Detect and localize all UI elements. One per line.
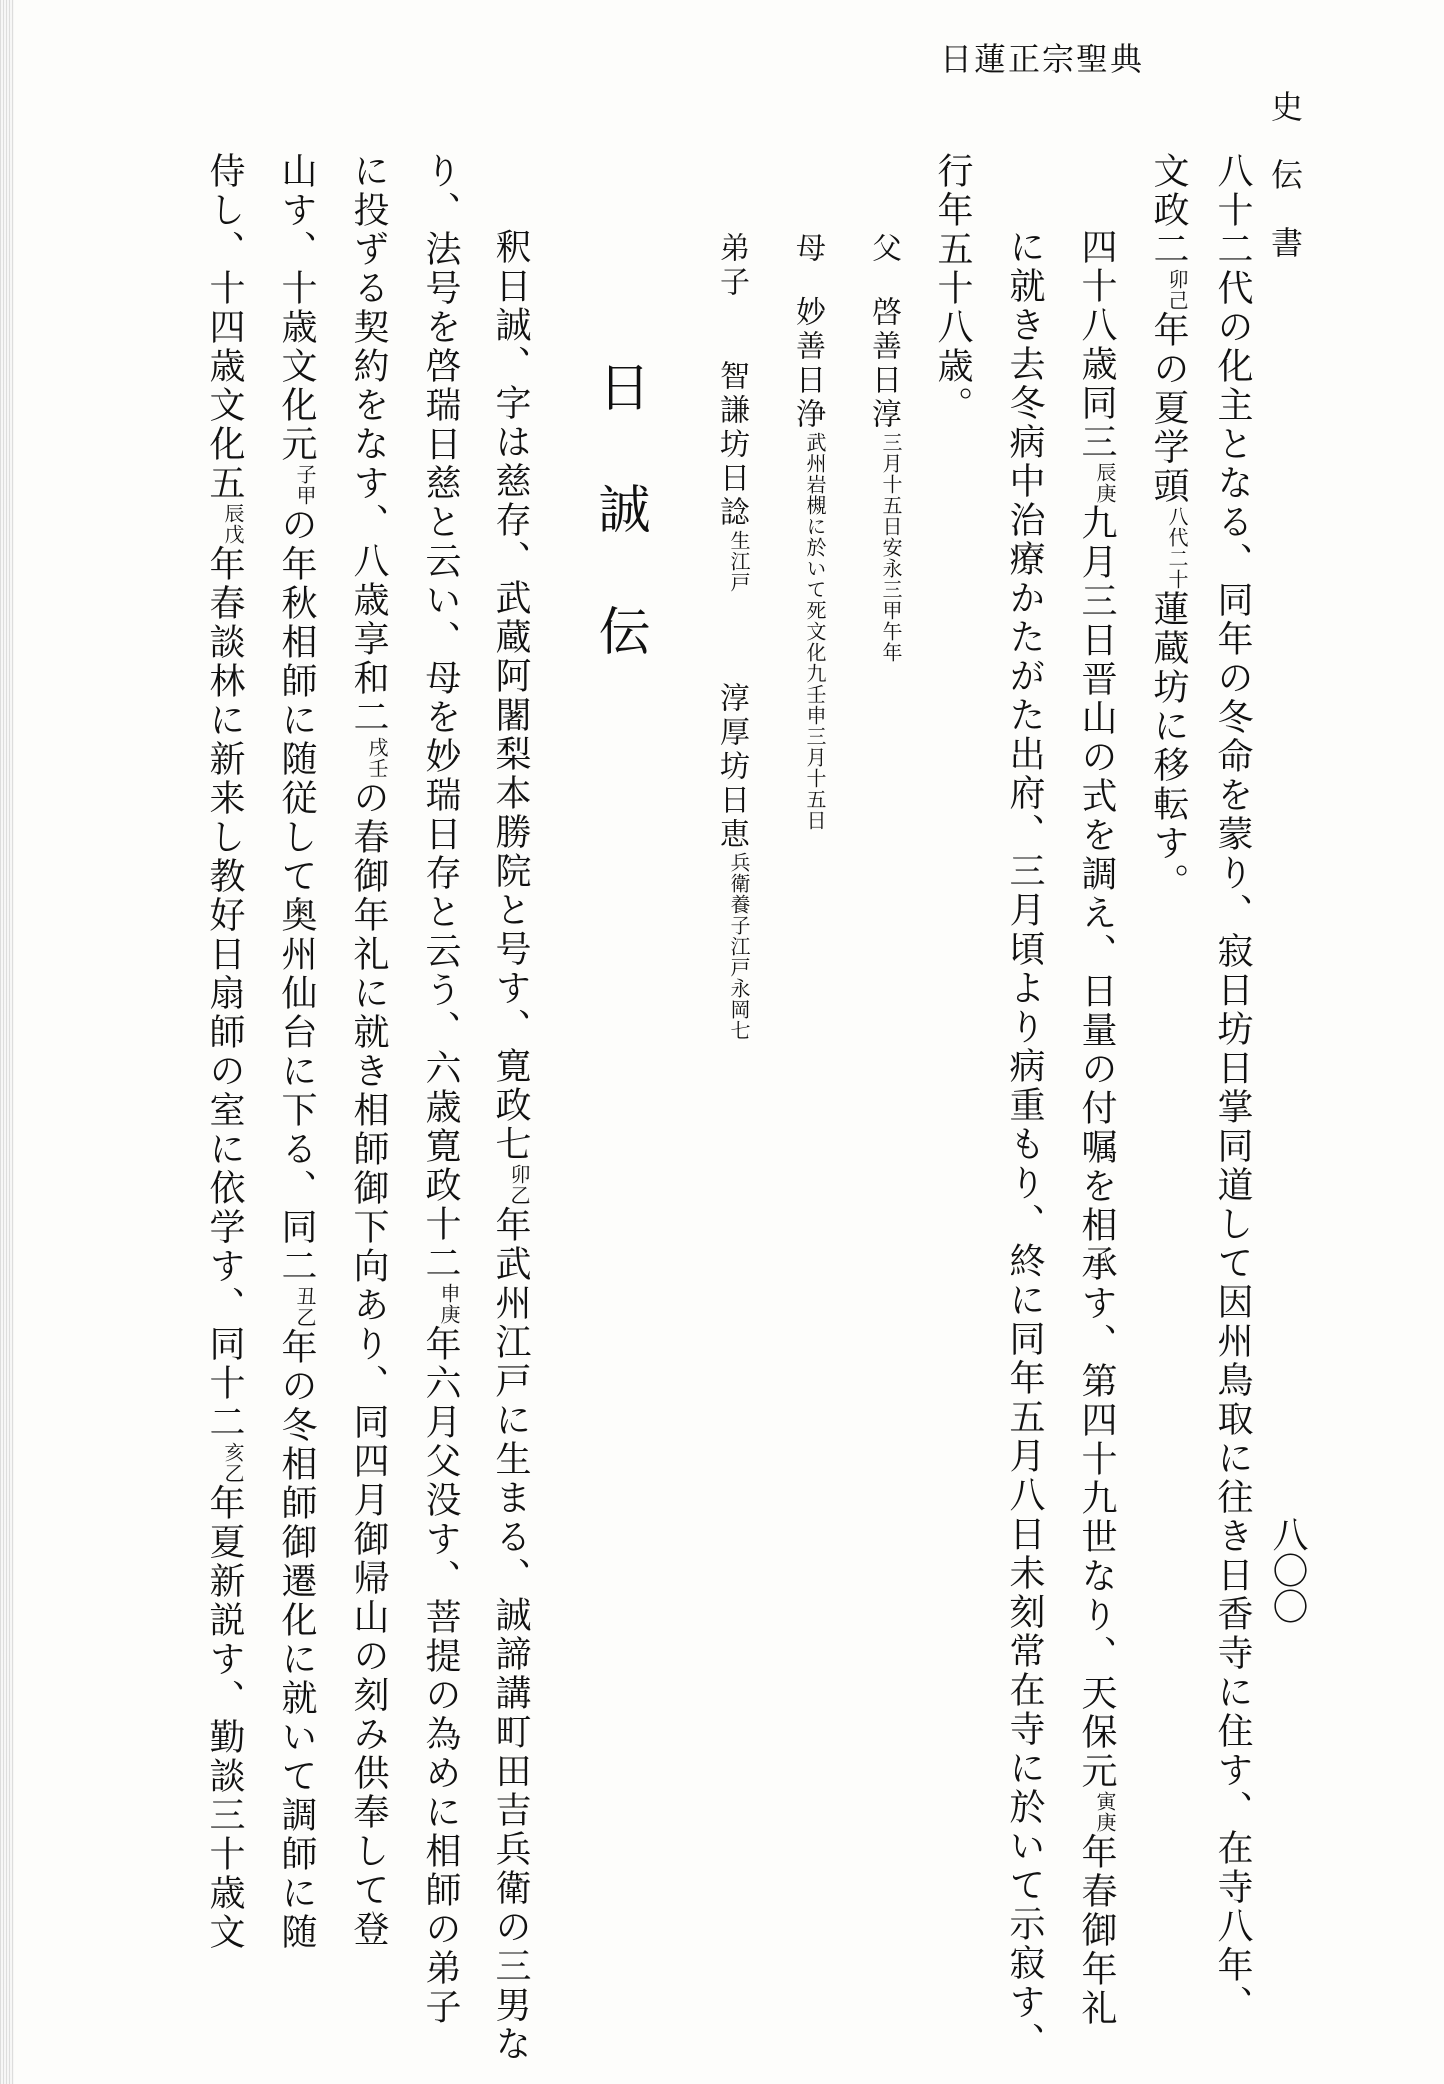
book-title: 日蓮正宗聖典: [940, 40, 1145, 78]
warichu-line: 戌: [365, 737, 389, 758]
text-run: 九月三日晋山の式を調え、日量の付嘱を相承す、第四十九世なり、天保元: [1076, 504, 1117, 1791]
warichu-line: 八代: [1165, 506, 1189, 548]
text-column: [492, 228, 529, 2064]
warichu-line: 子: [293, 464, 317, 485]
disciple-label: 弟子: [714, 232, 749, 300]
warichu-line: 江戸永岡七: [727, 936, 751, 1041]
text-run: の年秋相師に随従して奥州仙台に下る、同二: [276, 506, 317, 1286]
warichu-line: 庚: [437, 1304, 461, 1325]
text-column: [932, 152, 973, 425]
warichu-line: 乙: [507, 1185, 531, 1206]
warichu-line: 生: [727, 530, 751, 551]
text-run: 八十二代の化主となる、同年の冬命を蒙り、寂日坊日掌同道して因州鳥取に往き日香寺に住す、在寺八年、: [1212, 152, 1253, 2024]
warichu-line: 寅: [1093, 1791, 1117, 1812]
warichu-note: [1167, 269, 1187, 311]
text-column: [1212, 152, 1253, 2024]
warichu-line: 丑: [293, 1286, 317, 1307]
warichu-line: 卯: [1165, 269, 1189, 290]
text-run: 年の夏学頭: [1148, 311, 1189, 506]
father-label: 父: [866, 232, 901, 266]
text-run: り、法号を啓瑞日慈と云い、母を妙瑞日存と云う、六歳寛政十二: [420, 152, 461, 1283]
text-run: に投ずる契約をなす、八歳享和二: [348, 152, 389, 737]
mother-label: 母: [790, 232, 825, 266]
warichu-line: 兵衛養子: [727, 852, 751, 936]
warichu-note: [881, 432, 901, 663]
text-column: [1150, 152, 1187, 902]
warichu-line: 武州岩槻に於いて死: [803, 432, 827, 621]
text-run: 年武州江戸に生まる、誠諦講町田吉兵衛の三男な: [490, 1206, 531, 2064]
warichu-note: [509, 1164, 529, 1206]
warichu-line: 甲: [293, 485, 317, 506]
father-entry: [868, 296, 901, 663]
mother-name: 妙善日浄: [790, 296, 825, 432]
warichu-line: 庚: [1093, 483, 1117, 504]
warichu-note: [367, 737, 387, 779]
warichu-line: 乙: [293, 1307, 317, 1328]
text-run: 年春談林に新来し教好日扇師の室に依学す、同十二: [204, 545, 245, 1442]
scan-edge-shadow: [0, 0, 14, 2084]
text-run: 年春御年礼: [1076, 1833, 1117, 2028]
text-run: 文政二: [1148, 152, 1189, 269]
text-run: 釈日誠、字は慈存、武蔵阿闍梨本勝院と号す、寛政七: [490, 228, 531, 1164]
text-column: [1004, 228, 1045, 2061]
warichu-note: [729, 852, 749, 1041]
text-run: 山す、十歳文化元: [276, 152, 317, 464]
disciple-name: 淳厚坊日恵: [714, 682, 749, 852]
warichu-note: [1095, 462, 1115, 504]
warichu-line: 乙: [221, 1463, 245, 1484]
warichu-note: [1167, 506, 1187, 590]
father-name: 啓善日淳: [866, 296, 901, 432]
warichu-note: [805, 432, 825, 831]
section-heading: 日誠伝: [589, 360, 649, 726]
text-run: 行年五十八歳。: [932, 152, 973, 425]
text-run: 侍し、十四歳文化五: [204, 152, 245, 503]
running-head: 史伝書: [1266, 90, 1304, 294]
page-number: 八〇〇: [1267, 1516, 1308, 1624]
warichu-line: 辰: [221, 503, 245, 524]
text-run: 年の冬相師御遷化に就いて調師に随: [276, 1328, 317, 1952]
text-column: [422, 152, 459, 2027]
warichu-line: 卯: [507, 1164, 531, 1185]
warichu-line: 戊: [221, 524, 245, 545]
warichu-line: 安永三甲午年: [879, 537, 903, 663]
disciple-entry: [716, 360, 749, 593]
warichu-line: 亥: [221, 1442, 245, 1463]
warichu-line: 江戸: [727, 551, 751, 593]
text-run: 年六月父没す、菩提の為めに相師の弟子: [420, 1325, 461, 2027]
text-run: 四十八歳同三: [1076, 228, 1117, 462]
text-run: の春御年礼に就き相師御下向あり、同四月御帰山の刻み供奉して登: [348, 779, 389, 1949]
warichu-note: [729, 530, 749, 593]
warichu-note: [223, 503, 243, 545]
mother-entry: [792, 296, 825, 831]
warichu-line: 三月十五日: [879, 432, 903, 537]
text-run: 蓮蔵坊に移転す。: [1148, 590, 1189, 902]
text-column: [1078, 228, 1115, 2028]
text-column: [350, 152, 387, 1949]
warichu-note: [295, 1286, 315, 1328]
warichu-note: [1095, 1791, 1115, 1833]
text-run: 年夏新説す、勤談三十歳文: [204, 1484, 245, 1952]
warichu-line: 二十: [1165, 548, 1189, 590]
warichu-note: [295, 464, 315, 506]
text-run: に就き去冬病中治療かたがた出府、三月頃より病重もり、終に同年五月八日未刻常在寺に於いて示寂す、: [1004, 228, 1045, 2061]
warichu-line: 壬: [365, 758, 389, 779]
warichu-note: [439, 1283, 459, 1325]
warichu-line: 申: [437, 1283, 461, 1304]
warichu-note: [223, 1442, 243, 1484]
text-column: [206, 152, 243, 1952]
warichu-line: 辰: [1093, 462, 1117, 483]
disciple-entry: [716, 682, 749, 1041]
text-column: [278, 152, 315, 1952]
warichu-line: 己: [1165, 290, 1189, 311]
disciple-name: 智謙坊日諗: [714, 360, 749, 530]
warichu-line: 庚: [1093, 1812, 1117, 1833]
warichu-line: 文化九壬申三月十五日: [803, 621, 827, 831]
